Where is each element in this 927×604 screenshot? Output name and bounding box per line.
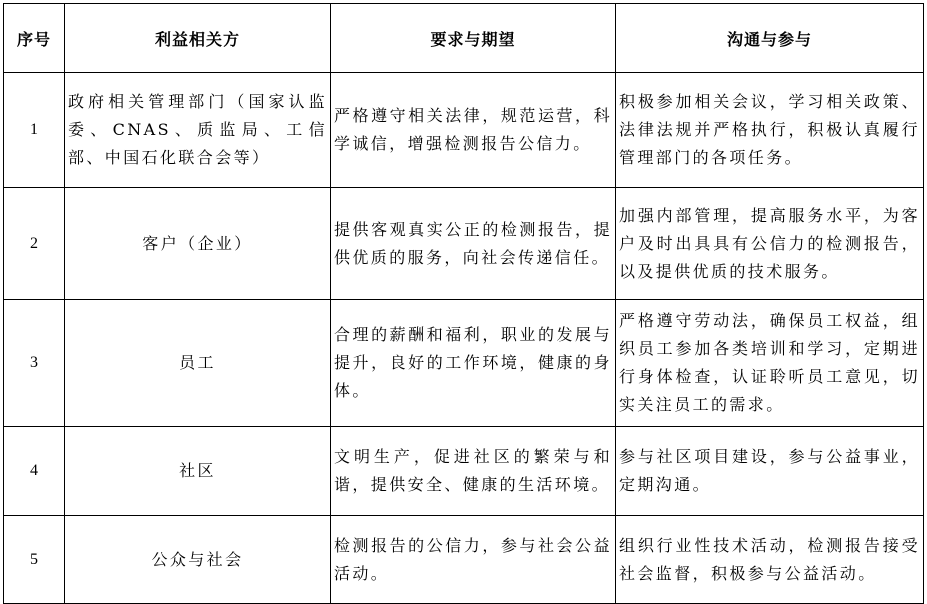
communication-text: 参与社区项目建设，参与公益事业，定期沟通。 <box>616 427 924 516</box>
table-row <box>4 516 924 604</box>
communication-text: 加强内部管理，提高服务水平，为客户及时出具具有公信力的检测报告，以及提供优质的技术服务。 <box>616 188 924 300</box>
stakeholder-name: 政府相关管理部门（国家认监委、CNAS、质监局、工信部、中国石化联合会等） <box>65 73 331 188</box>
stakeholder-table <box>3 3 924 604</box>
requirements-text: 严格遵守相关法律，规范运营，科学诚信，增强检测报告公信力。 <box>331 73 616 188</box>
row-number: 4 <box>4 427 65 516</box>
table-row <box>4 73 924 188</box>
stakeholder-name: 客户（企业） <box>65 188 331 300</box>
stakeholder-name: 社区 <box>65 427 331 516</box>
row-number: 3 <box>4 300 65 427</box>
requirements-text: 合理的薪酬和福利，职业的发展与提升，良好的工作环境，健康的身体。 <box>331 300 616 427</box>
table-header-row <box>4 4 924 73</box>
communication-text: 组织行业性技术活动，检测报告接受社会监督，积极参与公益活动。 <box>616 516 924 604</box>
requirements-text: 文明生产，促进社区的繁荣与和谐，提供安全、健康的生活环境。 <box>331 427 616 516</box>
header-serial-number: 序号 <box>4 4 65 73</box>
communication-text: 严格遵守劳动法，确保员工权益，组织员工参加各类培训和学习，定期进行身体检查，认证聆听员工意见，切实关注员工的需求。 <box>616 300 924 427</box>
table-row <box>4 188 924 300</box>
stakeholder-name: 员工 <box>65 300 331 427</box>
header-stakeholder: 利益相关方 <box>65 4 331 73</box>
header-requirements-expectations: 要求与期望 <box>331 4 616 73</box>
communication-text: 积极参加相关会议，学习相关政策、法律法规并严格执行，积极认真履行管理部门的各项任务。 <box>616 73 924 188</box>
table-row <box>4 300 924 427</box>
stakeholder-name: 公众与社会 <box>65 516 331 604</box>
header-communication-participation: 沟通与参与 <box>616 4 924 73</box>
row-number: 2 <box>4 188 65 300</box>
requirements-text: 检测报告的公信力，参与社会公益活动。 <box>331 516 616 604</box>
row-number: 1 <box>4 73 65 188</box>
row-number: 5 <box>4 516 65 604</box>
table-row <box>4 427 924 516</box>
requirements-text: 提供客观真实公正的检测报告，提供优质的服务，向社会传递信任。 <box>331 188 616 300</box>
